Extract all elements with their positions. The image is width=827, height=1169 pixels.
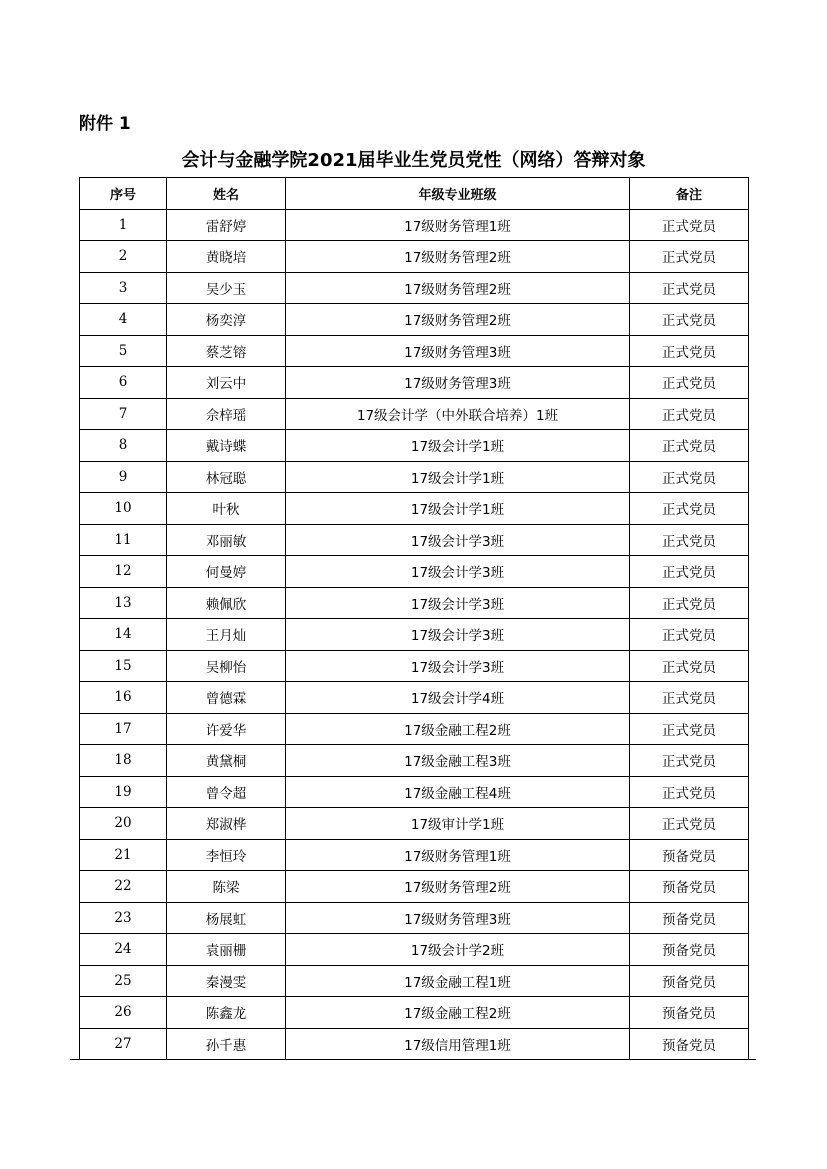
cell-name: 郑淑桦 bbox=[167, 808, 286, 840]
cell-class: 17级金融工程2班 bbox=[286, 997, 630, 1029]
cell-note: 预备党员 bbox=[630, 965, 749, 997]
table-row bbox=[80, 461, 749, 493]
cell-name: 李恒玲 bbox=[167, 839, 286, 871]
column-header-note: 备注 bbox=[630, 178, 749, 210]
cell-name: 黄晓培 bbox=[167, 241, 286, 273]
cell-name: 秦漫雯 bbox=[167, 965, 286, 997]
cell-index: 12 bbox=[80, 556, 167, 588]
cell-name: 蔡芝镕 bbox=[167, 335, 286, 367]
table-row bbox=[80, 776, 749, 808]
table-row bbox=[80, 997, 749, 1029]
cell-note: 预备党员 bbox=[630, 839, 749, 871]
cell-class: 17级会计学2班 bbox=[286, 934, 630, 966]
table-row bbox=[80, 808, 749, 840]
table-row bbox=[80, 650, 749, 682]
cell-note: 预备党员 bbox=[630, 934, 749, 966]
cell-index: 27 bbox=[80, 1028, 167, 1060]
cell-index: 2 bbox=[80, 241, 167, 273]
cell-name: 杨展虹 bbox=[167, 902, 286, 934]
cell-class: 17级会计学3班 bbox=[286, 524, 630, 556]
cell-note: 正式党员 bbox=[630, 619, 749, 651]
cell-name: 黄黛桐 bbox=[167, 745, 286, 777]
table-header-row bbox=[80, 178, 749, 210]
table-row bbox=[80, 493, 749, 525]
cell-class: 17级财务管理3班 bbox=[286, 367, 630, 399]
table-row bbox=[80, 272, 749, 304]
cell-name: 许爱华 bbox=[167, 713, 286, 745]
cell-note: 预备党员 bbox=[630, 902, 749, 934]
cell-class: 17级会计学（中外联合培养）1班 bbox=[286, 398, 630, 430]
cell-name: 陈鑫龙 bbox=[167, 997, 286, 1029]
cell-note: 正式党员 bbox=[630, 335, 749, 367]
attachment-label: 附件 1 bbox=[79, 114, 131, 134]
cell-class: 17级会计学1班 bbox=[286, 461, 630, 493]
column-header-name: 姓名 bbox=[167, 178, 286, 210]
cell-class: 17级审计学1班 bbox=[286, 808, 630, 840]
cell-class: 17级会计学4班 bbox=[286, 682, 630, 714]
cell-index: 25 bbox=[80, 965, 167, 997]
cell-note: 正式党员 bbox=[630, 367, 749, 399]
cell-index: 17 bbox=[80, 713, 167, 745]
cell-index: 15 bbox=[80, 650, 167, 682]
cell-index: 26 bbox=[80, 997, 167, 1029]
cell-note: 正式党员 bbox=[630, 776, 749, 808]
table-row bbox=[80, 241, 749, 273]
cell-name: 曾令超 bbox=[167, 776, 286, 808]
cell-name: 戴诗蝶 bbox=[167, 430, 286, 462]
cell-index: 7 bbox=[80, 398, 167, 430]
cell-class: 17级会计学3班 bbox=[286, 556, 630, 588]
cell-name: 赖佩欣 bbox=[167, 587, 286, 619]
cell-class: 17级金融工程1班 bbox=[286, 965, 630, 997]
table-row bbox=[80, 367, 749, 399]
cell-note: 正式党员 bbox=[630, 524, 749, 556]
cell-class: 17级财务管理2班 bbox=[286, 304, 630, 336]
cell-name: 雷舒婷 bbox=[167, 209, 286, 241]
cell-name: 陈梁 bbox=[167, 871, 286, 903]
table-row bbox=[80, 965, 749, 997]
cell-note: 正式党员 bbox=[630, 304, 749, 336]
cell-note: 正式党员 bbox=[630, 272, 749, 304]
table-row bbox=[80, 619, 749, 651]
cell-note: 正式党员 bbox=[630, 461, 749, 493]
cell-note: 正式党员 bbox=[630, 682, 749, 714]
cell-index: 19 bbox=[80, 776, 167, 808]
cell-note: 正式党员 bbox=[630, 713, 749, 745]
cell-name: 王月灿 bbox=[167, 619, 286, 651]
cell-index: 10 bbox=[80, 493, 167, 525]
cell-note: 正式党员 bbox=[630, 745, 749, 777]
cell-note: 正式党员 bbox=[630, 650, 749, 682]
cell-note: 正式党员 bbox=[630, 209, 749, 241]
cell-note: 正式党员 bbox=[630, 241, 749, 273]
cell-name: 袁丽栅 bbox=[167, 934, 286, 966]
cell-class: 17级金融工程2班 bbox=[286, 713, 630, 745]
column-header-class: 年级专业班级 bbox=[286, 178, 630, 210]
table-row bbox=[80, 587, 749, 619]
cell-note: 正式党员 bbox=[630, 556, 749, 588]
cell-index: 16 bbox=[80, 682, 167, 714]
table-row bbox=[80, 902, 749, 934]
cell-name: 杨奕淳 bbox=[167, 304, 286, 336]
cell-name: 林冠聪 bbox=[167, 461, 286, 493]
bottom-rule bbox=[70, 1059, 756, 1060]
cell-note: 预备党员 bbox=[630, 1028, 749, 1060]
cell-note: 正式党员 bbox=[630, 493, 749, 525]
table-row bbox=[80, 839, 749, 871]
table-row bbox=[80, 1028, 749, 1060]
cell-index: 18 bbox=[80, 745, 167, 777]
cell-note: 正式党员 bbox=[630, 587, 749, 619]
table-row bbox=[80, 209, 749, 241]
cell-note: 正式党员 bbox=[630, 808, 749, 840]
cell-index: 20 bbox=[80, 808, 167, 840]
table-row bbox=[80, 430, 749, 462]
cell-index: 3 bbox=[80, 272, 167, 304]
cell-class: 17级会计学1班 bbox=[286, 430, 630, 462]
table-row bbox=[80, 682, 749, 714]
table-row bbox=[80, 934, 749, 966]
cell-class: 17级财务管理1班 bbox=[286, 839, 630, 871]
cell-name: 何曼婷 bbox=[167, 556, 286, 588]
table-row bbox=[80, 871, 749, 903]
cell-class: 17级财务管理2班 bbox=[286, 241, 630, 273]
cell-index: 8 bbox=[80, 430, 167, 462]
document-title: 会计与金融学院2021届毕业生党员党性（网络）答辩对象 bbox=[181, 150, 646, 171]
cell-index: 5 bbox=[80, 335, 167, 367]
cell-name: 佘梓瑶 bbox=[167, 398, 286, 430]
cell-index: 11 bbox=[80, 524, 167, 556]
cell-name: 曾德霖 bbox=[167, 682, 286, 714]
cell-name: 吴柳怡 bbox=[167, 650, 286, 682]
cell-class: 17级会计学1班 bbox=[286, 493, 630, 525]
table-row bbox=[80, 556, 749, 588]
cell-note: 预备党员 bbox=[630, 997, 749, 1029]
cell-index: 21 bbox=[80, 839, 167, 871]
table-row bbox=[80, 304, 749, 336]
cell-class: 17级金融工程3班 bbox=[286, 745, 630, 777]
table-row bbox=[80, 713, 749, 745]
table-row bbox=[80, 745, 749, 777]
cell-index: 24 bbox=[80, 934, 167, 966]
cell-index: 23 bbox=[80, 902, 167, 934]
cell-class: 17级财务管理2班 bbox=[286, 871, 630, 903]
cell-class: 17级财务管理3班 bbox=[286, 902, 630, 934]
cell-index: 1 bbox=[80, 209, 167, 241]
cell-index: 4 bbox=[80, 304, 167, 336]
cell-class: 17级会计学3班 bbox=[286, 619, 630, 651]
table-row bbox=[80, 398, 749, 430]
cell-class: 17级金融工程4班 bbox=[286, 776, 630, 808]
cell-class: 17级财务管理2班 bbox=[286, 272, 630, 304]
table-body bbox=[80, 209, 749, 1060]
candidate-table bbox=[79, 177, 749, 1060]
cell-name: 邓丽敏 bbox=[167, 524, 286, 556]
column-header-index: 序号 bbox=[80, 178, 167, 210]
table-row bbox=[80, 524, 749, 556]
cell-name: 吴少玉 bbox=[167, 272, 286, 304]
cell-class: 17级会计学3班 bbox=[286, 587, 630, 619]
cell-class: 17级信用管理1班 bbox=[286, 1028, 630, 1060]
cell-index: 22 bbox=[80, 871, 167, 903]
cell-note: 正式党员 bbox=[630, 430, 749, 462]
cell-class: 17级财务管理3班 bbox=[286, 335, 630, 367]
cell-class: 17级财务管理1班 bbox=[286, 209, 630, 241]
cell-index: 14 bbox=[80, 619, 167, 651]
cell-name: 叶秋 bbox=[167, 493, 286, 525]
cell-class: 17级会计学3班 bbox=[286, 650, 630, 682]
table-row bbox=[80, 335, 749, 367]
cell-index: 6 bbox=[80, 367, 167, 399]
cell-index: 9 bbox=[80, 461, 167, 493]
cell-name: 刘云中 bbox=[167, 367, 286, 399]
cell-note: 预备党员 bbox=[630, 871, 749, 903]
cell-name: 孙千惠 bbox=[167, 1028, 286, 1060]
cell-note: 正式党员 bbox=[630, 398, 749, 430]
cell-index: 13 bbox=[80, 587, 167, 619]
